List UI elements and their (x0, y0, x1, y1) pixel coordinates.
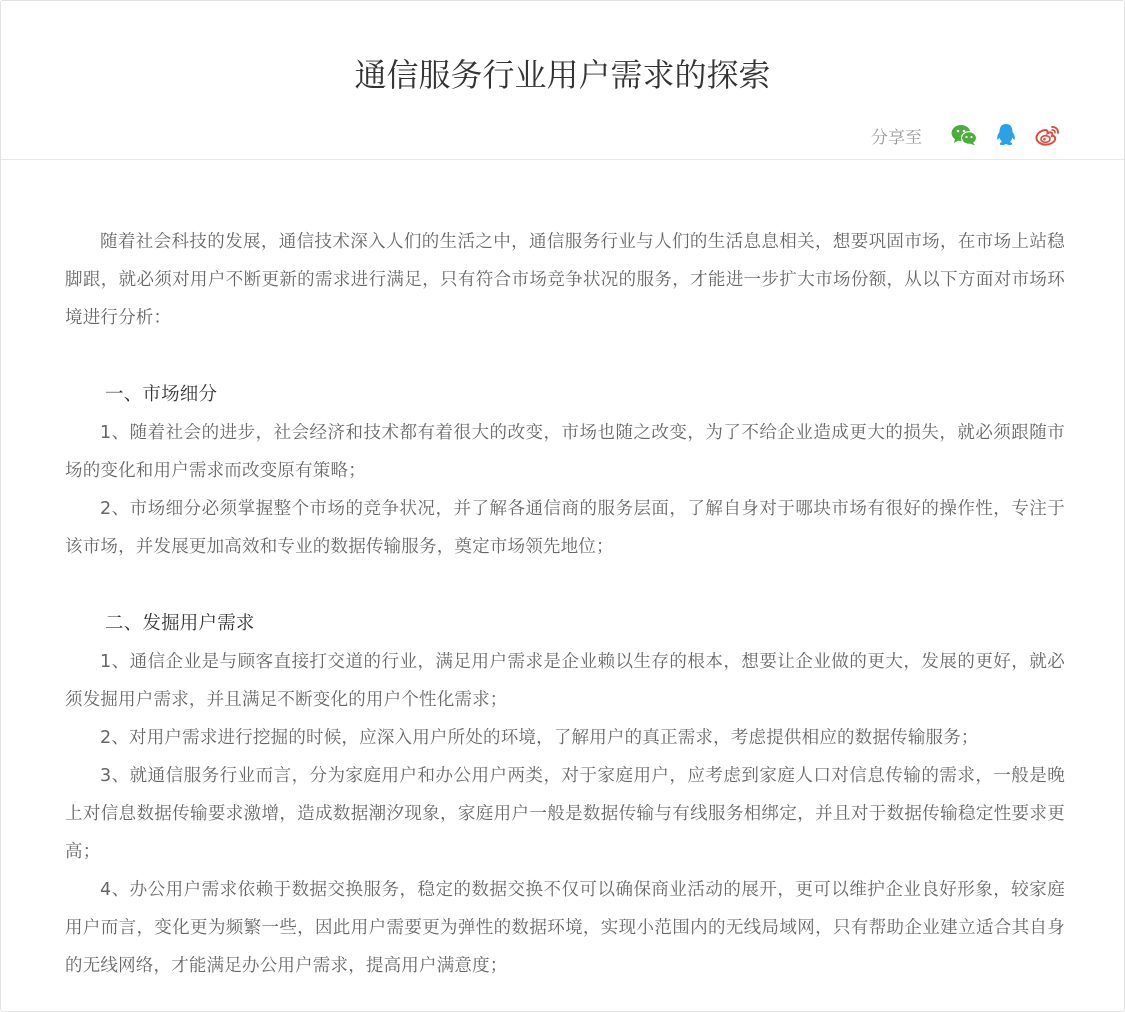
section1-item: 2、市场细分必须掌握整个市场的竞争状况，并了解各通信商的服务层面，了解自身对于哪块市场有很好的操作性，专注于该市场，并发展更加高效和专业的数据传输服务，奠定市场领先地位； (65, 499, 1065, 557)
article-body (65, 223, 1065, 985)
qq-icon[interactable] (992, 121, 1020, 149)
section-heading-user-needs: 二、发掘用户需求 (105, 613, 255, 634)
wechat-icon[interactable] (950, 121, 978, 149)
share-label: 分享至 (871, 127, 922, 148)
section2-item: 3、就通信服务行业而言，分为家庭用户和办公用户两类，对于家庭用户，应考虑到家庭人口对信息传输的需求，一般是晚上对信息数据传输要求激增，造成数据潮汐现象，家庭用户一般是数据传输与有线服务相绑定，并且对于数据传输稳定性要求更高； (65, 766, 1065, 862)
weibo-icon[interactable] (1034, 121, 1062, 149)
section2-item: 4、办公用户需求依赖于数据交换服务，稳定的数据交换不仅可以确保商业活动的展开，更可以维护企业良好形象，较家庭用户而言，变化更为频繁一些，因此用户需要更为弹性的数据环境，实现小范围内的无线局域网，只有帮助企业建立适合其自身的无线网络，才能满足办公用户需求，提高用户满意度； (65, 880, 1065, 976)
article-header (1, 1, 1124, 160)
article-title: 通信服务行业用户需求的探索 (354, 56, 771, 94)
section2-item: 1、通信企业是与顾客直接打交道的行业，满足用户需求是企业赖以生存的根本，想要让企业做的更大，发展的更好，就必须发掘用户需求，并且满足不断变化的用户个性化需求； (65, 652, 1065, 710)
share-bar (871, 119, 1062, 151)
intro-paragraph: 随着社会科技的发展，通信技术深入人们的生活之中，通信服务行业与人们的生活息息相关，想要巩固市场，在市场上站稳脚跟，就必须对用户不断更新的需求进行满足，只有符合市场竞争状况的服务，才能进一步扩大市场份额，从以下方面对市场环境进行分析： (65, 232, 1065, 328)
section1-item: 1、随着社会的进步，社会经济和技术都有着很大的改变，市场也随之改变，为了不给企业造成更大的损失，就必须跟随市场的变化和用户需求而改变原有策略； (65, 423, 1065, 481)
section-heading-market-segmentation: 一、市场细分 (105, 384, 218, 405)
section2-item: 2、对用户需求进行挖掘的时候，应深入用户所处的环境，了解用户的真正需求，考虑提供相应的数据传输服务； (100, 728, 979, 748)
